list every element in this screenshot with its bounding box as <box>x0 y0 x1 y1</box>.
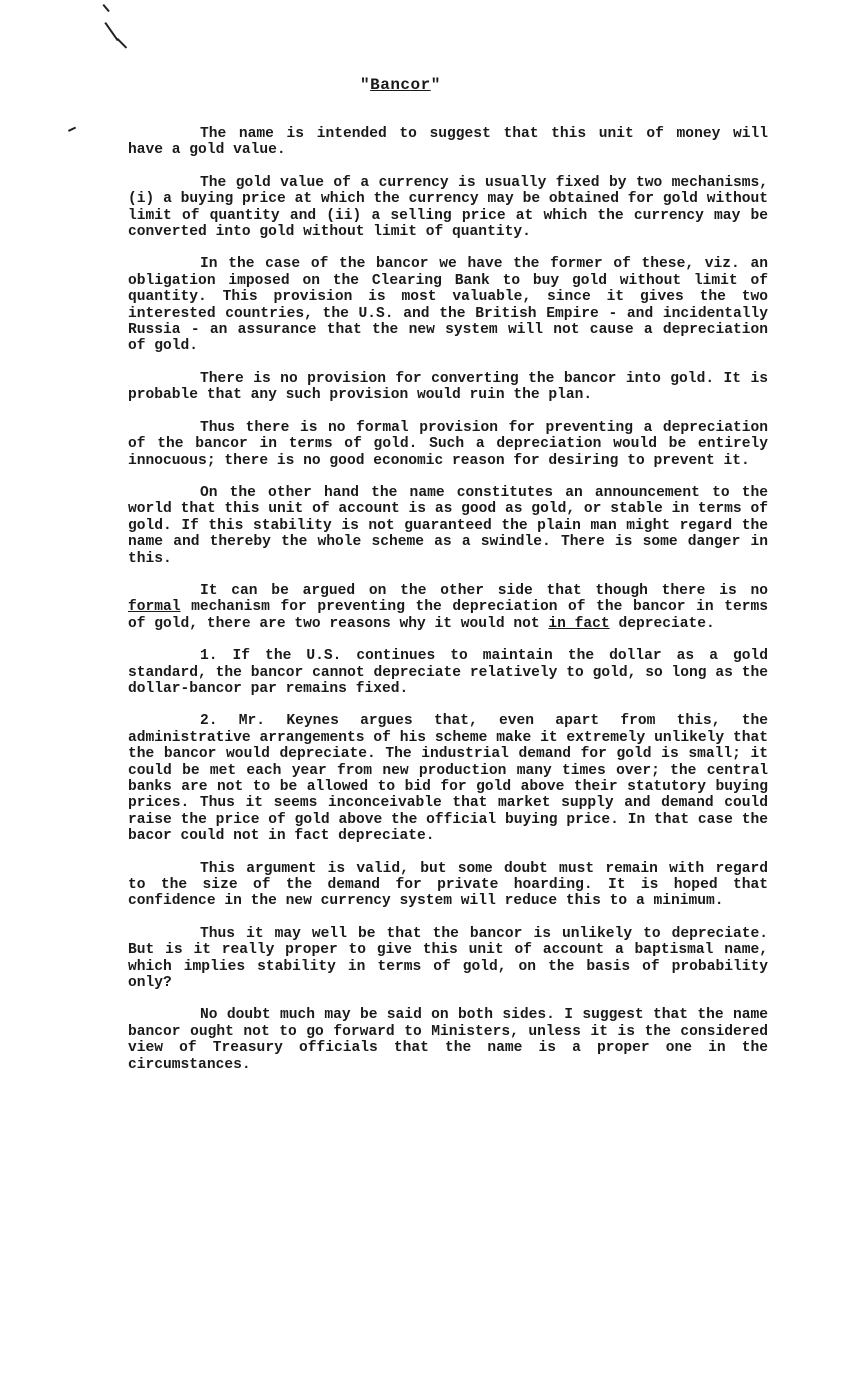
paragraph-7 <box>128 583 768 632</box>
numbered-point-2: 2. Mr. Keynes argues that, even apart from this, the administrative arrangements of his scheme make it extremely unlikely that the bancor would depreciate. The industrial demand for gold is small; it could be met each year from new production many times over; the central banks are not to be allowed to bid for gold above their statutory buying prices. Thus it seems inconceivable that market supply and demand could raise the price of gold above the official buying price. In that case the bacor could not in fact depreciate. <box>128 713 768 845</box>
underlined-in-fact: in fact <box>548 615 610 632</box>
underlined-formal: formal <box>128 599 181 616</box>
title-word: Bancor <box>370 76 431 94</box>
title-open-quote: " <box>360 76 371 94</box>
paragraph-7-part-c: depreciate. <box>609 615 715 632</box>
paragraph-7-part-b: mechanism for preventing the depreciation of the bancor in terms of gold, there are two reasons why it would not <box>128 599 768 632</box>
paragraph-3: In the case of the bancor we have the former of these, viz. an obligation imposed on the Clearing Bank to buy gold without limit of quantity. This provision is most valuable, since it gives the two interested countries, the U.S. and the British Empire - and incidentally Russia - an assurance that the new system will not cause a depreciation of gold. <box>128 256 768 355</box>
document-body <box>128 126 768 1089</box>
pen-mark-1 <box>103 4 110 12</box>
paragraph-8: This argument is valid, but some doubt must remain with regard to the size of the demand for private hoarding. It is hoped that confidence in the new currency system will reduce this to a minimum. <box>128 860 768 910</box>
paragraph-6: On the other hand the name constitutes an announcement to the world that this unit of account is as good as gold, or stable in terms of gold. If this stability is not guaranteed the plain man might regard the name and thereby the whole scheme as a swindle. There is some danger in this. <box>128 484 768 567</box>
paragraph-4: There is no provision for converting the bancor into gold. It is probable that any such provision would ruin the plan. <box>128 370 768 404</box>
paragraph-9: Thus it may well be that the bancor is unlikely to depreciate. But is it really proper to give this unit of account a baptismal name, which implies stability in terms of gold, on the basis of probability only? <box>128 925 768 992</box>
paragraph-2: The gold value of a currency is usually fixed by two mechanisms, (i) a buying price at which the currency may be obtained for gold without limit of quantity and (ii) a selling price at which the currency may be converted into gold without limit of quantity. <box>128 174 768 241</box>
pen-mark-3 <box>117 38 127 48</box>
paragraph-1: The name is intended to suggest that this unit of money will have a gold value. <box>128 126 768 159</box>
paragraph-7-part-a: It can be argued on the other side that though there is no <box>200 582 768 599</box>
numbered-point-1: 1. If the U.S. continues to maintain the dollar as a gold standard, the bancor cannot depreciate relatively to gold, so long as the dollar-bancor par remains fixed. <box>128 648 768 697</box>
paragraph-5: Thus there is no formal provision for preventing a depreciation of the bancor in terms of gold. Such a depreciation would be entirely innocuous; there is no good economic reason for desiring to prevent it. <box>128 419 768 469</box>
title-close-quote: " <box>430 76 441 94</box>
paragraph-10: No doubt much may be said on both sides. I suggest that the name bancor ought not to go forward to Ministers, unless it is the considered view of Treasury officials that the name is a proper one in the circumstances. <box>128 1007 768 1073</box>
document-title <box>360 76 441 94</box>
pen-mark-4 <box>68 127 76 132</box>
